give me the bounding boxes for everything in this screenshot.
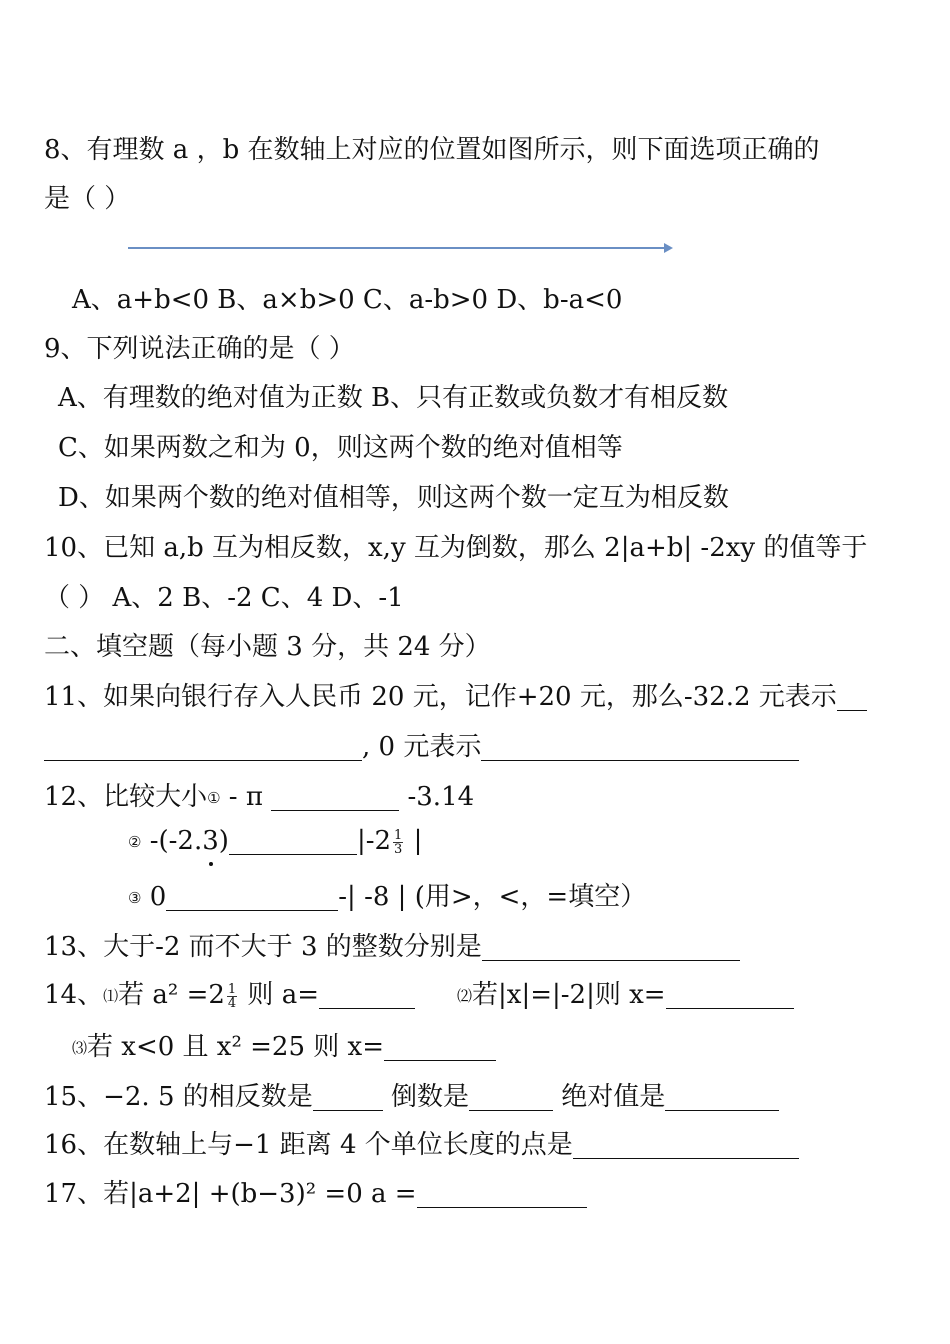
q12-part3-left: 0	[141, 882, 167, 912]
q17-line	[44, 1177, 587, 1211]
q12-line3	[128, 880, 646, 915]
q15-blank-opposite[interactable]	[313, 1084, 383, 1111]
q17-text: 17、若|a+2| +(b−3)² =0 a =	[44, 1179, 417, 1209]
q13-text: 13、大于-2 而不大于 3 的整数分别是	[44, 932, 482, 962]
q11-text-part2: , 0 元表示	[362, 732, 482, 762]
q12-part2-end: |	[405, 826, 423, 856]
q9-stem: 9、下列说法正确的是（ ）	[44, 334, 355, 364]
q12-circle-3: ③	[128, 889, 142, 907]
q14-circle-2: ⑵	[457, 987, 473, 1005]
q14-part1-left: 若 a² =2	[118, 980, 225, 1010]
q14-line1	[44, 978, 794, 1013]
q12-fraction-denominator: 3	[394, 841, 403, 857]
q12-fraction-numerator: 1	[394, 827, 403, 843]
q12-blank-3[interactable]	[166, 884, 338, 911]
q13-blank[interactable]	[482, 934, 740, 961]
q12-line2	[128, 824, 422, 859]
q14-fraction-numerator: 1	[227, 981, 237, 997]
q12-part2-paren: )	[218, 826, 229, 856]
q11-line2	[44, 730, 799, 764]
q9-option-c: C、如果两数之和为 0，则这两个数的绝对值相等	[58, 433, 623, 463]
q10-options: （ ） A、2 B、-2 C、4 D、-1	[44, 583, 404, 613]
q14-fraction	[227, 983, 237, 1010]
q14-blank-2[interactable]	[666, 982, 794, 1009]
number-line-arrowhead	[664, 243, 673, 253]
q12-part2-left: -(-2.	[141, 826, 203, 856]
q13-line	[44, 930, 740, 964]
q12-part3-right: -| -8 | (用>，<，=填空）	[338, 882, 647, 912]
q15-text-c: 绝对值是	[553, 1082, 666, 1112]
q12-line1	[44, 780, 474, 815]
q15-text-b: 倒数是	[382, 1082, 470, 1112]
q12-part1-left: - π	[220, 782, 272, 812]
q12-blank-2[interactable]	[229, 828, 357, 855]
q14-part1-right: 则 a=	[239, 980, 319, 1010]
q14-circle-3: ⑶	[72, 1039, 88, 1057]
q11-text-part1: 11、如果向银行存入人民币 20 元，记作+20 元，那么-32.2 元表示	[44, 682, 837, 712]
q12-blank-1[interactable]	[271, 784, 399, 811]
q11-blank-2[interactable]	[481, 734, 799, 761]
q14-line2	[72, 1030, 496, 1065]
q12-label: 12、比较大小	[44, 782, 208, 812]
q14-blank-3[interactable]	[384, 1034, 496, 1061]
q11-line1	[44, 680, 867, 714]
q12-circle-1: ①	[207, 789, 221, 807]
q9-option-d: D、如果两个数的绝对值相等，则这两个数一定互为相反数	[58, 483, 729, 513]
q16-line	[44, 1128, 799, 1162]
q12-part1-right: -3.14	[399, 782, 475, 812]
q14-circle-1: ⑴	[103, 987, 119, 1005]
q12-repeating-digit: 3	[202, 826, 219, 856]
q14-part3: 若 x<0 且 x² =25 则 x=	[87, 1032, 384, 1062]
q16-blank[interactable]	[573, 1132, 799, 1159]
q14-blank-1[interactable]	[319, 982, 415, 1009]
q15-blank-reciprocal[interactable]	[469, 1084, 553, 1111]
q9-option-a-b: A、有理数的绝对值为正数 B、只有正数或负数才有相反数	[58, 383, 729, 413]
q12-fraction	[393, 829, 403, 856]
q15-blank-absolute[interactable]	[665, 1084, 779, 1111]
q14-fraction-denominator: 4	[227, 995, 237, 1011]
q15-line	[44, 1080, 779, 1114]
section-title-fill-in: 二、填空题（每小题 3 分，共 24 分）	[44, 632, 491, 662]
q8-options: A、a+b<0 B、a×b>0 C、a-b>0 D、b-a<0	[72, 285, 623, 315]
q12-circle-2: ②	[128, 833, 142, 851]
q11-blank-1a[interactable]	[837, 684, 867, 711]
q14-part2: 若|x|=|-2|则 x=	[472, 980, 666, 1010]
q10-stem: 10、已知 a,b 互为相反数，x,y 互为倒数，那么 2|a+b| -2xy 的值等于	[44, 533, 868, 563]
q17-blank[interactable]	[417, 1181, 587, 1208]
q11-blank-1b[interactable]	[44, 734, 362, 761]
number-line-arrow	[128, 238, 673, 258]
q8-stem-line2: 是（ ）	[44, 184, 131, 214]
q8-stem-line1: 8、有理数 a ，b 在数轴上对应的位置如图所示，则下面选项正确的	[44, 135, 820, 165]
q14-label: 14、	[44, 980, 104, 1010]
q16-text: 16、在数轴上与−1 距离 4 个单位长度的点是	[44, 1130, 573, 1160]
q15-text-a: 15、−2. 5 的相反数是	[44, 1082, 313, 1112]
q12-part2-abs: |-2	[356, 826, 392, 856]
